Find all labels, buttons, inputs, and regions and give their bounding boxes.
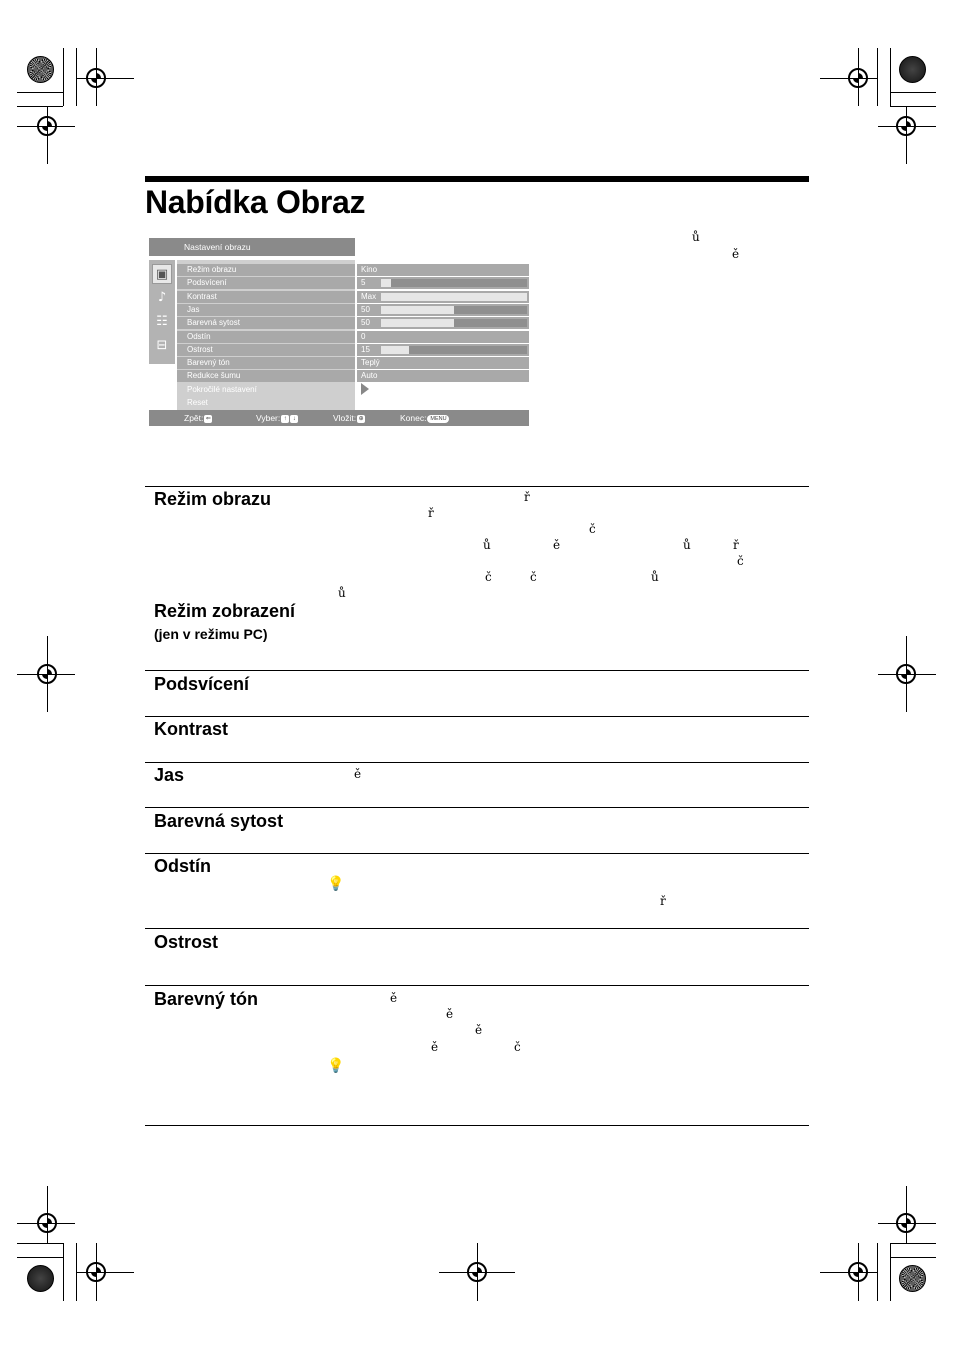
crop-mark [63,48,64,106]
crop-mark [96,1243,97,1301]
osd-level-bar-fill [381,279,391,287]
body-glyph: ř [428,506,434,520]
body-glyph: ů [651,570,659,584]
color-patch-mark [27,1265,54,1292]
body-glyph: č [485,570,492,584]
crop-mark [878,674,936,675]
osd-menu-item[interactable] [177,397,355,409]
intro-glyph: ů [692,230,700,244]
crop-mark [820,78,878,79]
footer-end [400,413,449,423]
osd-menu-item[interactable] [177,344,355,356]
submenu-arrow-icon[interactable] [361,383,369,395]
crop-mark [890,92,936,93]
picture-icon[interactable]: ▣ [152,264,172,284]
osd-menu-item-label: Ostrost [187,345,213,354]
osd-menu-item[interactable] [177,264,355,276]
osd-menu-value-text: 15 [361,345,370,354]
crop-mark [858,1243,859,1301]
title-rule [145,176,809,182]
osd-level-bar[interactable] [381,319,527,327]
osd-level-bar[interactable] [381,279,527,287]
section-divider [145,762,809,763]
color-wheel-mark [899,1265,926,1292]
body-glyph: ř [733,538,739,552]
crop-mark [17,92,63,93]
section-heading-rezim-obrazu: Režim obrazu [154,489,272,509]
section-divider [145,1125,809,1126]
crop-mark [76,48,77,106]
section-heading-podsviceni: Podsvícení [154,674,250,694]
crop-mark [890,106,936,107]
body-glyph: ů [683,538,691,552]
section-heading-barevna-sytost: Barevná sytost [154,811,284,831]
crop-mark [858,48,859,106]
osd-menu-item[interactable] [177,291,355,303]
body-glyph: ř [660,894,666,908]
section-heading-kontrast: Kontrast [154,719,229,739]
body-glyph: č [737,554,744,568]
osd-level-bar[interactable] [381,306,527,314]
footer-select [256,413,298,423]
color-patch-mark [899,56,926,83]
footer-back [184,413,212,423]
crop-mark [878,126,936,127]
body-glyph: č [589,522,596,536]
crop-mark [76,78,134,79]
page-title: Nabídka Obraz [145,184,366,220]
footer-back-label: Zpět: [184,413,204,423]
section-note-pc-only: (jen v režimu PC) [154,626,268,642]
osd-tab-bar [149,260,175,364]
crop-mark [96,48,97,106]
osd-menu-item-label: Pokročilé nastavení [187,385,257,394]
body-glyph: ř [524,490,530,504]
osd-menu-value [357,370,529,382]
osd-menu-value-text: 0 [361,332,366,341]
crop-mark [877,48,878,106]
osd-header-label: Nastavení obrazu [184,242,251,252]
osd-menu-value-text: Teplý [361,358,380,367]
up-key-icon: ↑ [281,415,289,423]
osd-menu-value [357,264,529,276]
crop-mark [906,106,907,164]
body-glyph: ě [390,991,398,1005]
body-glyph: ě [354,767,362,781]
crop-mark [17,106,63,107]
osd-menu-value [357,277,529,289]
osd-menu-value-text: 5 [361,278,366,287]
osd-menu-item-label: Režim obrazu [187,265,237,274]
section-heading-ostrost: Ostrost [154,932,219,952]
osd-level-bar-fill [381,319,454,327]
osd-level-bar[interactable] [381,346,527,354]
picture-settings-osd [149,238,529,426]
osd-level-bar-fill [381,346,409,354]
osd-menu-list [177,260,355,410]
body-glyph: ě [431,1040,439,1054]
crop-mark [890,1243,891,1301]
osd-menu-value [357,357,529,369]
osd-menu-value [357,317,529,329]
crop-mark [906,1186,907,1244]
body-glyph: ě [475,1023,483,1037]
section-heading-jas: Jas [154,765,185,785]
crop-mark [890,1243,936,1244]
crop-mark [47,1186,48,1244]
crop-mark [76,1272,134,1273]
osd-menu-item-label: Redukce šumu [187,371,241,380]
crop-mark [477,1243,478,1301]
osd-menu-value [357,344,529,356]
osd-menu-item[interactable] [177,317,355,329]
body-glyph: č [514,1040,521,1054]
section-divider [145,853,809,854]
enter-key-icon: ⊕ [358,415,364,422]
down-key-icon: ↓ [290,415,298,423]
section-divider [145,985,809,986]
osd-menu-item-label: Barevný tón [187,358,230,367]
osd-menu-item-label: Barevná sytost [187,318,240,327]
intro-glyph: ě [732,247,740,261]
crop-mark [890,1257,936,1258]
section-divider [145,486,809,487]
body-glyph: č [530,570,537,584]
osd-level-bar-fill [381,306,454,314]
osd-menu-value [357,291,529,303]
osd-menu-value-text: Auto [361,371,378,380]
crop-mark [47,106,48,164]
footer-enter-label: Vložit: [333,413,357,423]
back-key-icon: ⇐ [205,415,211,422]
crop-mark [17,126,75,127]
osd-menu-value-text: 50 [361,318,370,327]
osd-menu-item-label: Kontrast [187,292,217,301]
body-glyph: ě [446,1007,454,1021]
settings-list-icon[interactable]: ☷ [156,314,168,329]
crop-mark [17,1257,63,1258]
color-wheel-mark [27,56,54,83]
menu-key-icon: MENU [427,415,449,423]
osd-footer [149,410,529,426]
osd-menu-item-label: Podsvícení [187,278,227,287]
body-glyph: ů [338,586,346,600]
osd-menu-value-text: 50 [361,305,370,314]
footer-select-label: Vyber: [256,413,281,423]
osd-menu-value-text: Kino [361,265,378,274]
body-glyph: ů [483,538,491,552]
lightbulb-hint-icon: 💡 [327,1058,345,1074]
crop-mark [47,636,48,712]
crop-mark [820,1272,878,1273]
osd-menu-item[interactable] [177,304,355,316]
osd-menu-item[interactable] [177,384,355,396]
lightbulb-hint-icon: 💡 [327,876,345,892]
section-heading-odstin: Odstín [154,856,211,876]
crop-mark [906,636,907,712]
osd-level-bar-fill [381,293,527,301]
footer-end-label: Konec: [400,413,427,423]
section-heading-rezim-zobrazeni: Režim zobrazení [154,601,296,621]
section-divider [145,928,809,929]
crop-mark [17,1223,75,1224]
osd-menu-item-label: Jas [187,305,200,314]
osd-menu-item-label: Reset [187,398,208,407]
crop-mark [17,1243,63,1244]
osd-menu-value [357,304,529,316]
osd-menu-value-text: Max [361,292,377,301]
crop-mark [63,1243,64,1301]
osd-header [149,238,355,256]
crop-mark [17,674,75,675]
osd-menu-value [357,331,529,343]
footer-enter [333,413,365,423]
crop-mark [878,1223,936,1224]
osd-menu-item[interactable] [177,370,355,382]
osd-menu-item[interactable] [177,331,355,343]
music-note-icon[interactable]: ♪ [157,290,167,305]
section-heading-barevny-ton: Barevný tón [154,989,259,1009]
section-divider [145,807,809,808]
crop-mark [890,48,891,106]
body-glyph: ě [553,538,561,552]
osd-level-bar[interactable] [381,293,527,301]
section-divider [145,716,809,717]
section-divider [145,670,809,671]
osd-menu-item[interactable] [177,277,355,289]
osd-menu-item[interactable] [177,357,355,369]
osd-menu-item-label: Odstín [187,332,211,341]
toolbox-icon[interactable]: ⊟ [156,338,168,353]
